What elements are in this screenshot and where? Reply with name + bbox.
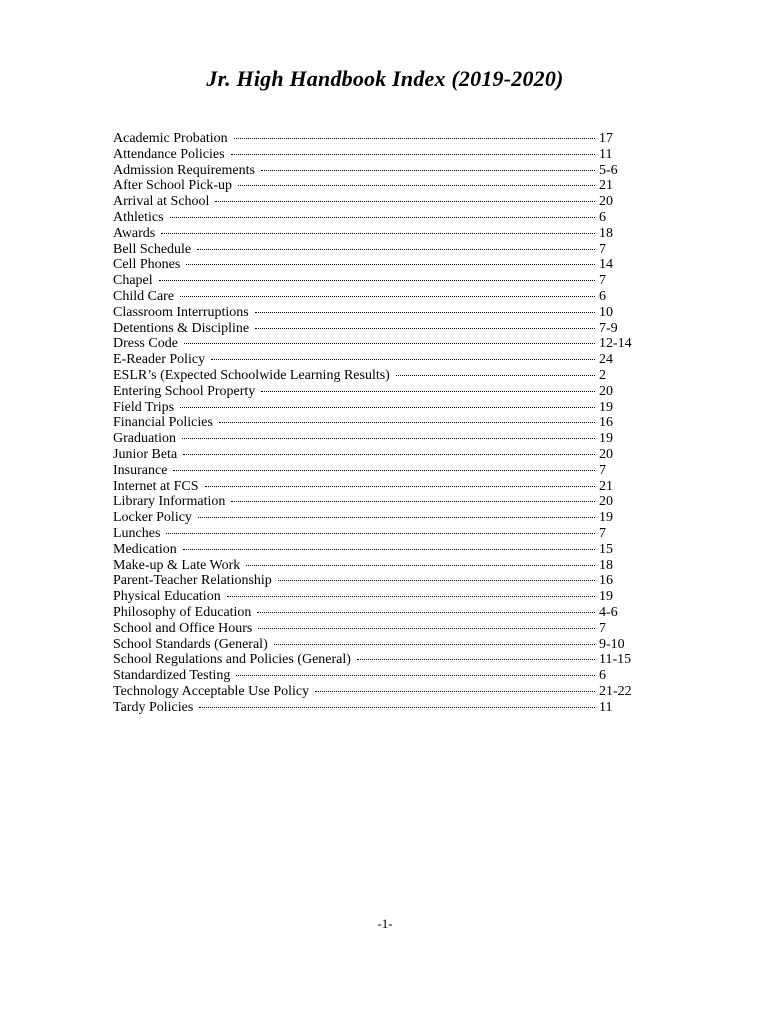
- index-topic: Medication: [113, 541, 177, 557]
- index-topic: Physical Education: [113, 589, 221, 605]
- index-entry: [113, 194, 643, 210]
- dot-leader: [261, 391, 595, 392]
- index-page-ref: 19: [599, 589, 613, 605]
- index-entry: [113, 700, 643, 716]
- dot-leader: [205, 486, 595, 487]
- index-entry: [113, 431, 643, 447]
- index-topic: Child Care: [113, 288, 175, 304]
- index-entry: [113, 558, 643, 574]
- index-entry: [113, 463, 643, 479]
- index-page-ref: 20: [599, 494, 613, 510]
- index-topic: Dress Code: [113, 336, 178, 352]
- index-topic: E-Reader Policy: [113, 352, 206, 368]
- index-entry: [113, 542, 643, 558]
- index-topic: Lunches: [113, 525, 161, 541]
- index-page-ref: 5-6: [599, 162, 618, 178]
- index-topic: Attendance Policies: [113, 146, 225, 162]
- index-topic: School Regulations and Policies (General): [113, 652, 351, 668]
- page-title: Jr. High Handbook Index (2019-2020): [206, 66, 564, 91]
- index-entry: [113, 668, 643, 684]
- index-topic: Library Information: [113, 494, 226, 510]
- index-page-ref: 21: [599, 178, 613, 194]
- index-topic: Detentions & Discipline: [113, 320, 250, 336]
- index-entry: [113, 510, 643, 526]
- index-entry: [113, 415, 643, 431]
- index-entry: [113, 289, 643, 305]
- index-page-ref: 7: [599, 525, 606, 541]
- index-page-ref: 7-9: [599, 320, 618, 336]
- index-entry: [113, 384, 643, 400]
- dot-leader: [261, 170, 595, 171]
- index-page-ref: 2: [599, 367, 606, 383]
- index-topic: Financial Policies: [113, 415, 213, 431]
- dot-leader: [257, 612, 595, 613]
- index-page-ref: 24: [599, 352, 613, 368]
- index-entry: [113, 352, 643, 368]
- dot-leader: [357, 659, 595, 660]
- index-page-ref: 6: [599, 288, 606, 304]
- dot-leader: [396, 375, 595, 376]
- dot-leader: [231, 501, 595, 502]
- index-entry: [113, 573, 643, 589]
- dot-leader: [199, 707, 595, 708]
- index-entry: [113, 178, 643, 194]
- dot-leader: [186, 264, 595, 265]
- index-entry: [113, 652, 643, 668]
- index-topic: Admission Requirements: [113, 162, 255, 178]
- dot-leader: [166, 533, 595, 534]
- index-page-ref: 20: [599, 383, 613, 399]
- index-entry: [113, 589, 643, 605]
- dot-leader: [183, 454, 595, 455]
- dot-leader: [211, 359, 595, 360]
- dot-leader: [255, 328, 595, 329]
- dot-leader: [236, 675, 595, 676]
- dot-leader: [173, 470, 595, 471]
- index-entry: [113, 526, 643, 542]
- index-page-ref: 7: [599, 620, 606, 636]
- index-page-ref: 15: [599, 541, 613, 557]
- index-page-ref: 18: [599, 557, 613, 573]
- index-topic: Parent-Teacher Relationship: [113, 573, 272, 589]
- index-page-ref: 18: [599, 225, 613, 241]
- index-topic: School and Office Hours: [113, 620, 253, 636]
- dot-leader: [183, 549, 595, 550]
- dot-leader: [315, 691, 595, 692]
- index-page-ref: 7: [599, 462, 606, 478]
- index-page-ref: 7: [599, 241, 606, 257]
- index-entry: [113, 479, 643, 495]
- dot-leader: [258, 628, 595, 629]
- dot-leader: [255, 312, 595, 313]
- index-entry: [113, 336, 643, 352]
- index-page-ref: 19: [599, 399, 613, 415]
- dot-leader: [231, 154, 595, 155]
- index-topic: Classroom Interruptions: [113, 304, 249, 320]
- index-entry: [113, 321, 643, 337]
- dot-leader: [238, 185, 595, 186]
- index-page-ref: 6: [599, 209, 606, 225]
- index-topic: Chapel: [113, 273, 153, 289]
- index-page-ref: 11-15: [599, 652, 632, 668]
- index-topic: Insurance: [113, 462, 168, 478]
- index-entry: [113, 226, 643, 242]
- index-page-ref: 16: [599, 573, 613, 589]
- index-entry: [113, 273, 643, 289]
- index-topic: Graduation: [113, 431, 176, 447]
- index-entry: [113, 400, 643, 416]
- dot-leader: [234, 138, 595, 139]
- index-topic: Arrival at School: [113, 194, 210, 210]
- index-entry: [113, 447, 643, 463]
- index-page-ref: 17: [599, 131, 613, 146]
- index-topic: Locker Policy: [113, 510, 192, 526]
- index-page-ref: 20: [599, 194, 613, 210]
- index-page-ref: 7: [599, 273, 606, 289]
- index-topic: Awards: [113, 225, 156, 241]
- dot-leader: [246, 565, 595, 566]
- dot-leader: [182, 438, 595, 439]
- index-entry: [113, 368, 643, 384]
- index-entry: [113, 684, 643, 700]
- index-entry: [113, 147, 643, 163]
- index-entry: [113, 637, 643, 653]
- dot-leader: [170, 217, 595, 218]
- index-page-ref: 12-14: [599, 336, 632, 352]
- index-topic: Philosophy of Education: [113, 604, 252, 620]
- index-topic: ESLR’s (Expected Schoolwide Learning Results): [113, 367, 390, 383]
- dot-leader: [278, 580, 595, 581]
- index-page-ref: 4-6: [599, 604, 618, 620]
- index-page-ref: 9-10: [599, 636, 625, 652]
- index-entry: [113, 163, 643, 179]
- index-page-ref: 21: [599, 478, 613, 494]
- index-topic: Field Trips: [113, 399, 175, 415]
- index-page-ref: 14: [599, 257, 613, 273]
- index-page-ref: 19: [599, 510, 613, 526]
- index-topic: After School Pick-up: [113, 178, 232, 194]
- dot-leader: [184, 343, 595, 344]
- index-topic: Junior Beta: [113, 446, 178, 462]
- index-entry: [113, 621, 643, 637]
- index-topic: Academic Probation: [113, 131, 228, 146]
- index-topic: Entering School Property: [113, 383, 256, 399]
- index-topic: Tardy Policies: [113, 699, 194, 715]
- dot-leader: [215, 201, 595, 202]
- index-entry: [113, 210, 643, 226]
- dot-leader: [219, 422, 595, 423]
- index-list: [113, 131, 643, 715]
- index-page-ref: 6: [599, 668, 606, 684]
- index-page-ref: 21-22: [599, 683, 632, 699]
- dot-leader: [197, 249, 595, 250]
- index-topic: Standardized Testing: [113, 668, 231, 684]
- page-number: -1-: [377, 916, 393, 931]
- index-topic: Bell Schedule: [113, 241, 192, 257]
- index-entry: [113, 242, 643, 258]
- index-page-ref: 11: [599, 146, 613, 162]
- index-page-ref: 10: [599, 304, 613, 320]
- index-page-ref: 20: [599, 446, 613, 462]
- dot-leader: [161, 233, 595, 234]
- index-entry: [113, 605, 643, 621]
- dot-leader: [159, 280, 595, 281]
- index-page-ref: 19: [599, 431, 613, 447]
- index-topic: Athletics: [113, 209, 164, 225]
- index-entry: [113, 257, 643, 273]
- dot-leader: [227, 596, 595, 597]
- index-page-ref: 11: [599, 699, 613, 715]
- index-entry: [113, 494, 643, 510]
- dot-leader: [198, 517, 595, 518]
- index-topic: School Standards (General): [113, 636, 268, 652]
- index-topic: Cell Phones: [113, 257, 181, 273]
- dot-leader: [274, 644, 595, 645]
- index-topic: Technology Acceptable Use Policy: [113, 683, 310, 699]
- dot-leader: [180, 407, 595, 408]
- index-entry: [113, 131, 643, 147]
- dot-leader: [180, 296, 595, 297]
- index-topic: Make-up & Late Work: [113, 557, 241, 573]
- index-entry: [113, 305, 643, 321]
- index-page-ref: 16: [599, 415, 613, 431]
- index-topic: Internet at FCS: [113, 478, 199, 494]
